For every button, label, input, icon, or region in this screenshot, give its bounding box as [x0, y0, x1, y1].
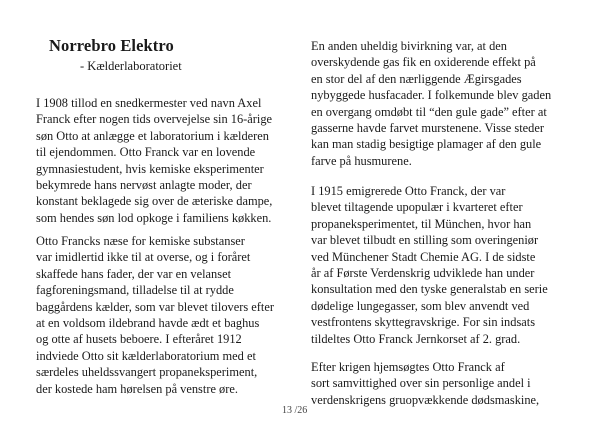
text-line: ved Münchener Stadt Chemie AG. I de sidste [311, 249, 536, 264]
text-line: gasserne havde farvet murstenene. Visse steder [311, 121, 544, 136]
text-line: tildeltes Otto Franck Jernkorset af 2. grad. [311, 331, 521, 346]
text-line: propaneksperimentet, til München, hvor han [311, 216, 532, 231]
text-line: verdenskrigens gruopvækkende dødsmaskine, [311, 392, 540, 407]
left-paragraph-2 [36, 233, 274, 397]
text-line: en overgang omdøbt til “den gule gade” efter at [311, 104, 547, 119]
text-line: særdeles uheldssvangert propaneksperiment, [36, 365, 258, 380]
text-line: baggårdens kælder, som var blevet tilovers efter [36, 299, 274, 314]
text-line: bekymrede hans nervøst anlagte moder, der [36, 178, 252, 193]
text-line: gymnasiestudent, hvis kemiske eksperimenter [36, 161, 264, 176]
text-line: søn Otto at anlægge et laboratorium i kælderen [36, 128, 269, 143]
text-line: skaffede hans fader, der var en velanset [36, 266, 232, 281]
text-line: Efter krigen hjemsøgtes Otto Franck af [311, 360, 505, 374]
right-paragraph-3 [311, 359, 539, 408]
text-line: konsultation med den tyske generalstab en serie [311, 282, 548, 297]
right-paragraph-2 [311, 183, 548, 347]
text-line: der kostede ham hørelsen på venstre øre. [36, 381, 238, 396]
text-line: farve på husmurene. [311, 153, 412, 168]
text-line: var imidlertid ikke til at overse, og i foråret [36, 250, 251, 265]
chapter-title: Norrebro Elektro [49, 36, 174, 55]
page-number: 13 /26 [282, 405, 308, 416]
text-line: blevet tiltagende upopulær i kvarteret efter [311, 200, 523, 215]
text-line: en stor del af den nærliggende Ægirsgades [311, 71, 522, 86]
right-paragraph-1 [311, 38, 551, 169]
text-line: kan man stadig besigtige plamager af den gule [311, 137, 542, 152]
text-line: sort samvittighed over sin personlige andel i [311, 376, 531, 391]
text-line: at en voldsom ildebrand havde ædt et baghus [36, 316, 260, 331]
chapter-subtitle: - Kælderlaboratoriet [80, 59, 182, 73]
text-line: dødelige lungegasser, som blev anvendt ved [311, 298, 530, 313]
text-line: var blevet tilbudt en stilling som overingeniør [311, 233, 539, 248]
left-paragraph-1 [36, 95, 272, 226]
text-line: til ejendommen. Otto Franck var en lovende [36, 145, 256, 160]
text-line: Otto Francks næse for kemiske substanser [36, 234, 245, 248]
text-line: Franck efter nogen tids overvejelse sin 16-årige [36, 112, 273, 127]
text-line: fagforeningsmand, tilladelse til at rydde [36, 283, 234, 298]
text-line: En anden uheldig bivirkning var, at den [311, 39, 507, 53]
text-line: indviede Otto sit kælderlaboratorium med et [36, 348, 256, 363]
text-line: I 1908 tillod en snedkermester ved navn Axel [36, 96, 262, 110]
text-line: vestfrontens skyttegravskrige. For sin indsats [311, 315, 536, 330]
text-line: overskydende gas fik en oxiderende effekt på [311, 55, 536, 70]
text-line: år af Første Verdenskrig udviklede han under [311, 266, 535, 281]
text-line: konstant beklagede sig over de æteriske dampe, [36, 194, 273, 209]
text-line: I 1915 emigrerede Otto Franck, der var [311, 184, 506, 198]
text-line: og otte af husets beboere. I efteråret 1912 [36, 332, 242, 347]
text-line: som hendes søn lod opkoge i familiens køkken. [36, 210, 272, 225]
text-line: nybyggede husfacader. I folkemunde blev gaden [311, 88, 552, 103]
